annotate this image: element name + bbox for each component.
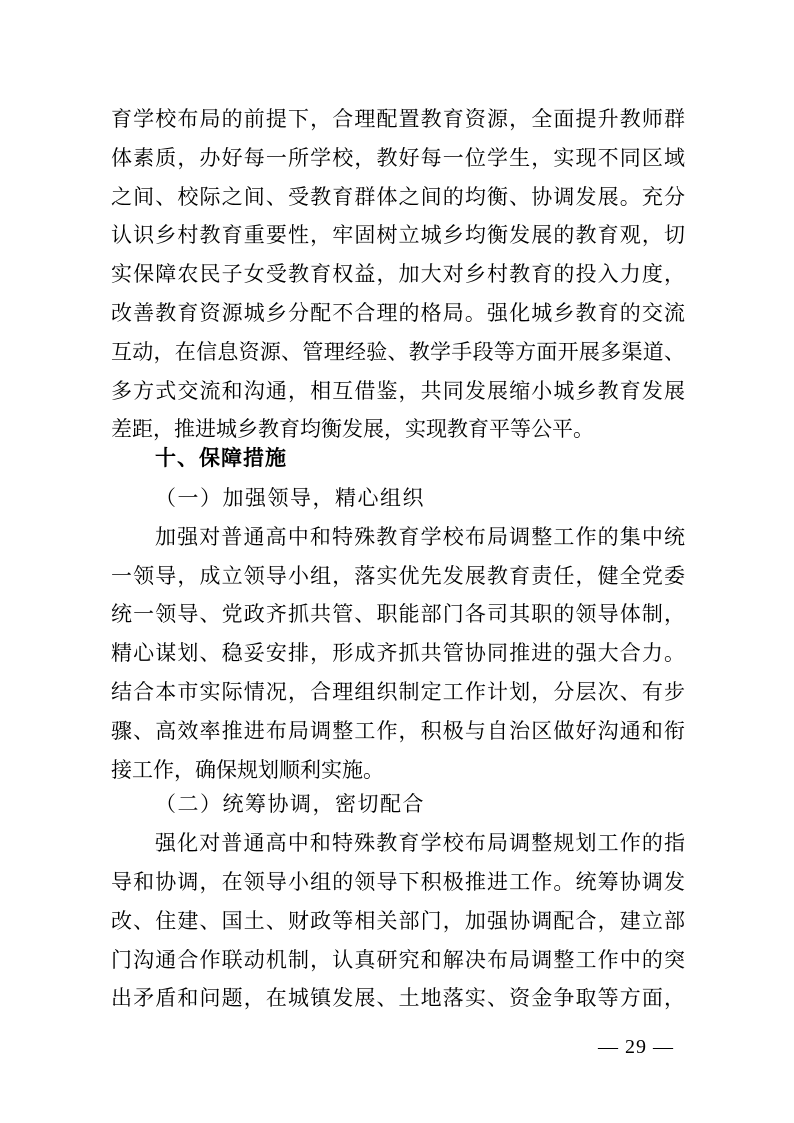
body-line: 之间、校际之间、受教育群体之间的均衡、协调发展。充分 (111, 184, 685, 209)
body-line: 实保障农民子女受教育权益，加大对乡村教育的投入力度， (111, 262, 685, 287)
body-line: 强化对普通高中和特殊教育学校布局调整规划工作的指 (155, 831, 685, 856)
subsection-heading-2: （二）统筹协调，密切配合 (155, 792, 425, 817)
body-line: 互动，在信息资源、管理经验、教学手段等方面开展多渠道、 (111, 339, 685, 364)
body-line: 精心谋划、稳妥安排，形成齐抓共管协同推进的强大合力。 (111, 641, 685, 666)
body-line: 改善教育资源城乡分配不合理的格局。强化城乡教育的交流 (111, 300, 685, 325)
body-line: 一领导，成立领导小组，落实优先发展教育责任，健全党委 (111, 563, 685, 588)
body-line: 出矛盾和问题，在城镇发展、土地落实、资金争取等方面， (111, 986, 685, 1011)
body-line: 改、住建、国土、财政等相关部门，加强协调配合，建立部 (111, 908, 685, 933)
body-line: 接工作，确保规划顺利实施。 (111, 757, 384, 782)
body-line: 差距，推进城乡教育均衡发展，实现教育平等公平。 (111, 417, 594, 442)
body-line: 结合本市实际情况，合理组织制定工作计划，分层次、有步 (111, 679, 685, 704)
text-block (111, 100, 685, 1018)
body-line: 加强对普通高中和特殊教育学校布局调整工作的集中统 (155, 524, 685, 549)
body-line: 体素质，办好每一所学校，教好每一位学生，实现不同区域 (111, 145, 685, 170)
body-line: 门沟通合作联动机制，认真研究和解决布局调整工作中的突 (111, 947, 685, 972)
body-line: 统一领导、党政齐抓共管、职能部门各司其职的领导体制， (111, 602, 685, 627)
page-number: — 29 — (598, 1036, 674, 1058)
body-line: 导和协调，在领导小组的领导下积极推进工作。统筹协调发 (111, 869, 685, 894)
body-line: 多方式交流和沟通，相互借鉴，共同发展缩小城乡教育发展 (111, 378, 685, 403)
body-line: 骤、高效率推进布局调整工作，积极与自治区做好沟通和衔 (111, 718, 685, 743)
body-line: 认识乡村教育重要性，牢固树立城乡均衡发展的教育观，切 (111, 223, 685, 248)
subsection-heading-1: （一）加强领导，精心组织 (155, 485, 425, 510)
body-line: 育学校布局的前提下，合理配置教育资源，全面提升教师群 (111, 107, 685, 131)
section-heading: 十、保障措施 (155, 447, 287, 471)
